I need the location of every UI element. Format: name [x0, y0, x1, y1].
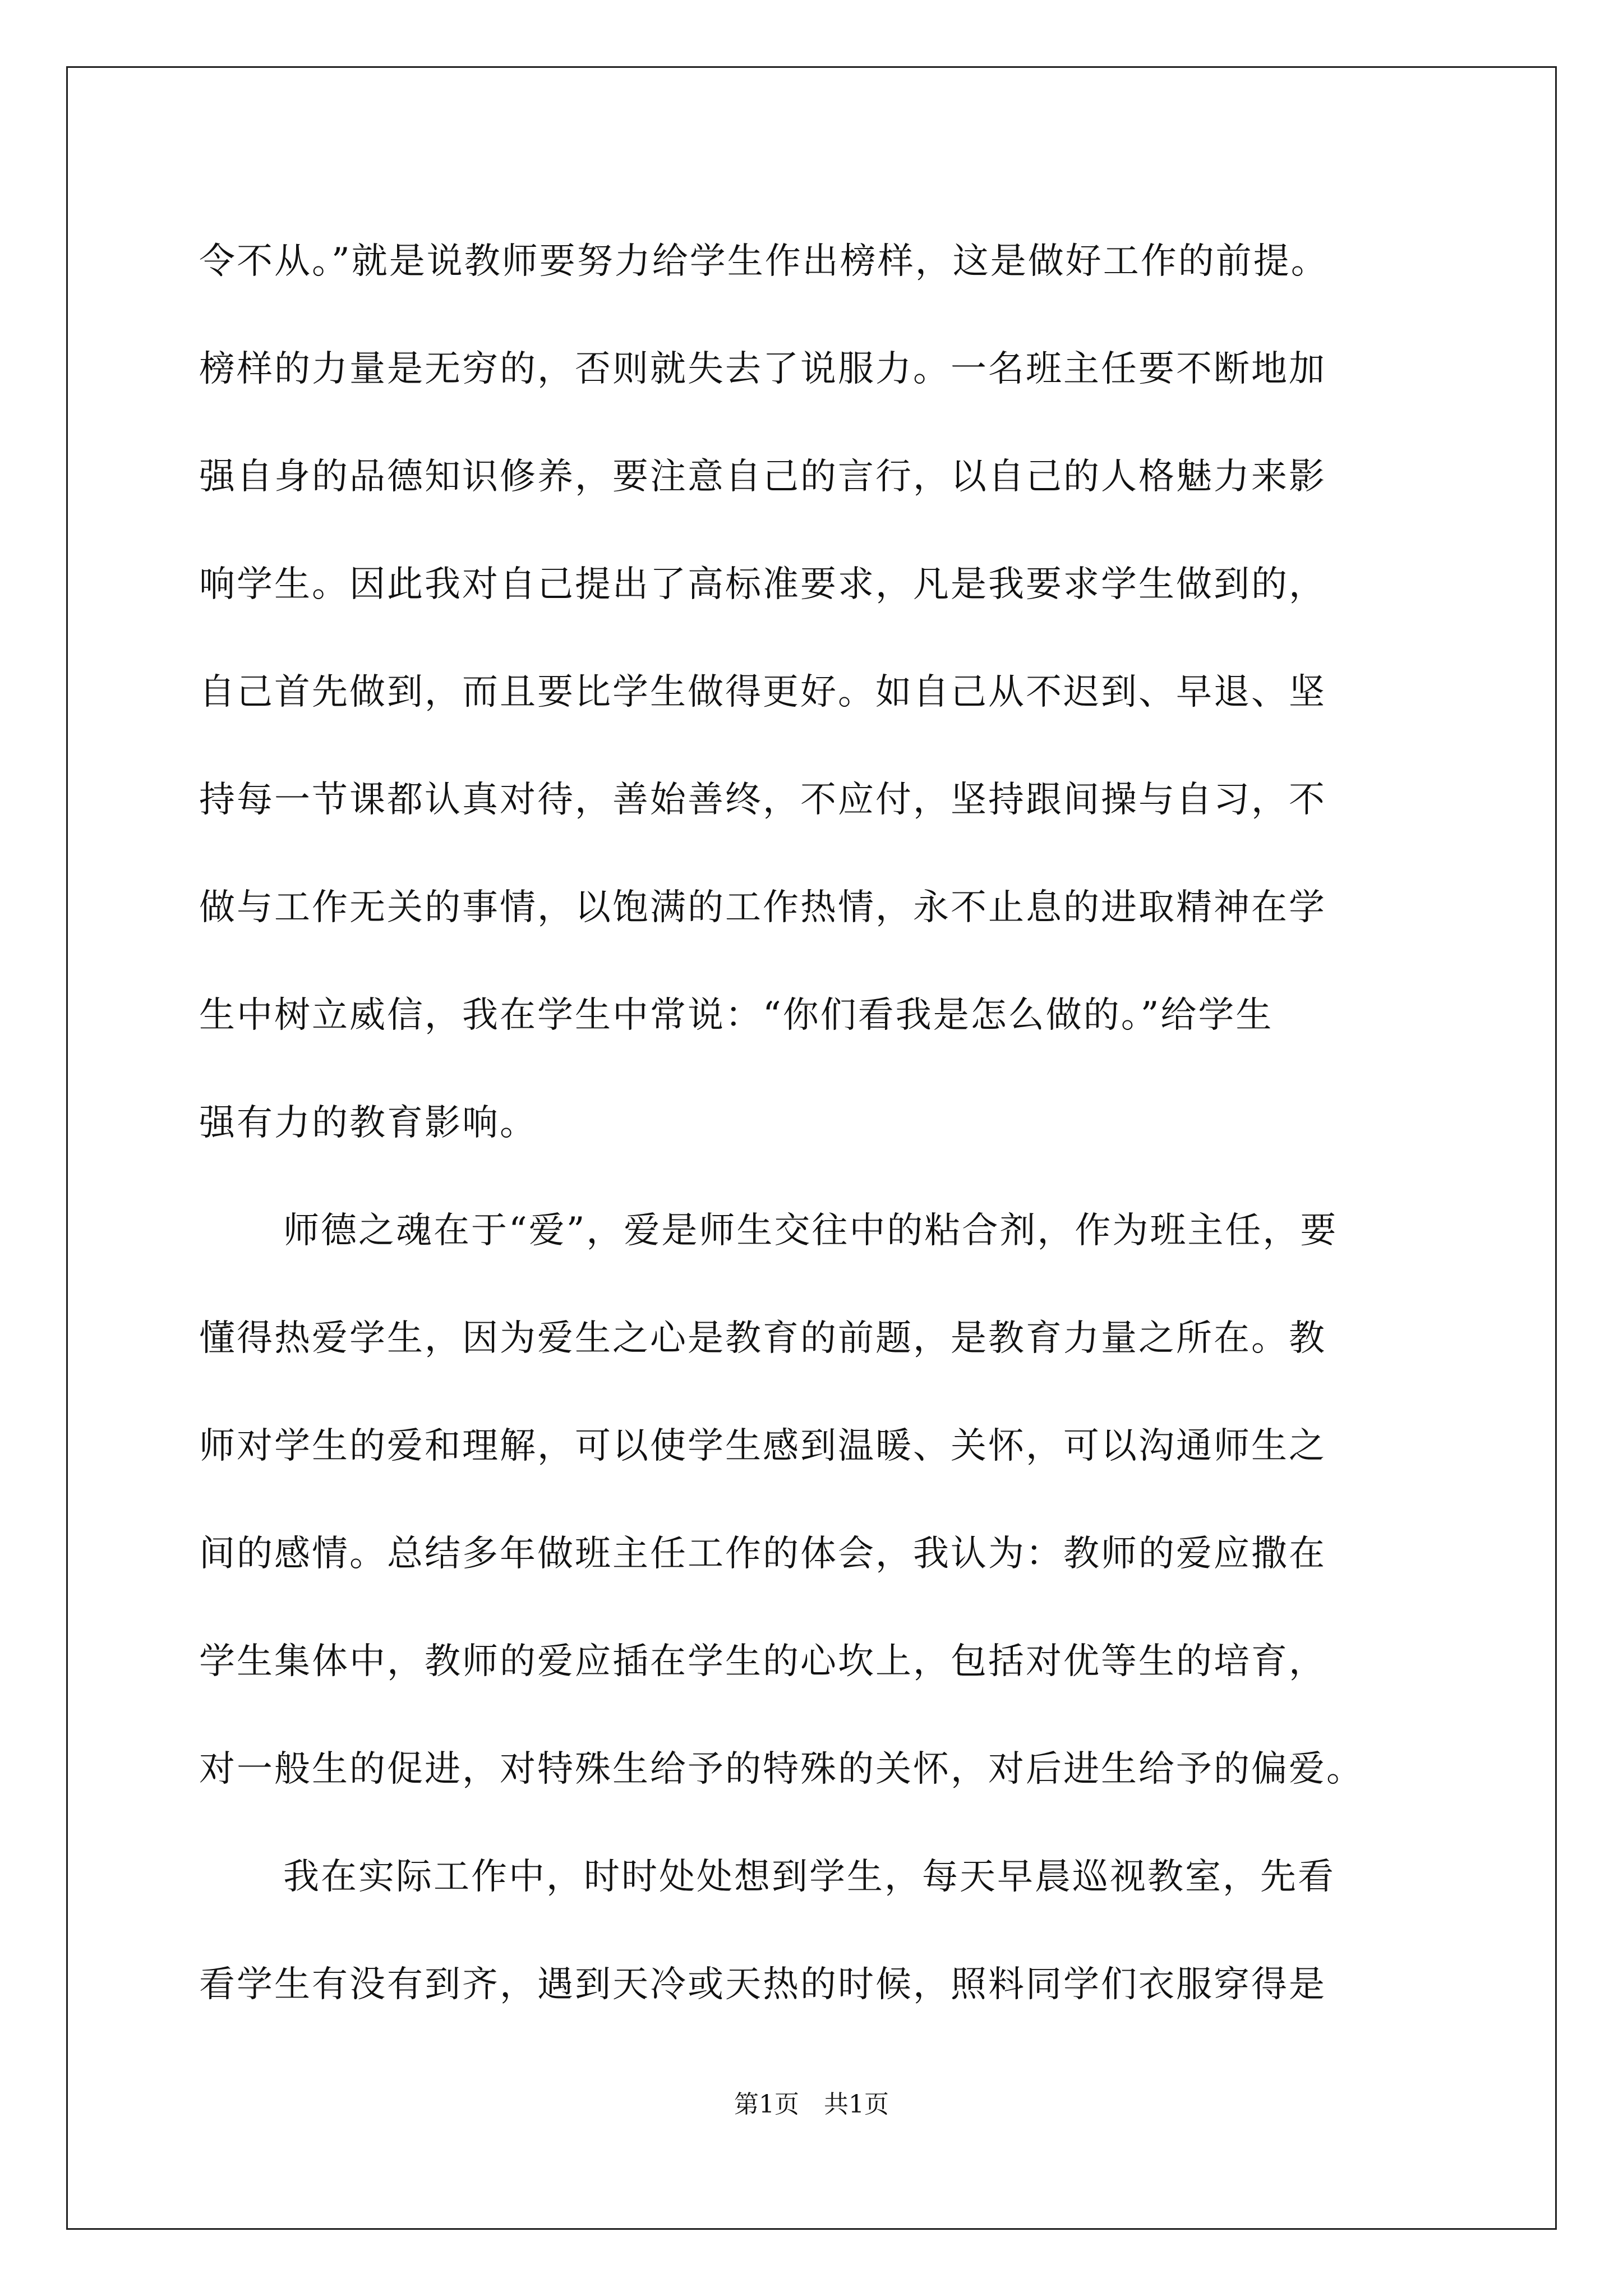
body-line: 对一般生的促进，对特殊生给予的特殊的关怀，对后进生给予的偏爱。 [199, 1749, 1364, 1790]
body-line: 强有力的教育影响。 [199, 1102, 537, 1144]
body-line: 做与工作无关的事情，以饱满的工作热情，永不止息的进取精神在学 [199, 887, 1326, 928]
body-line: 强自身的品德知识修养，要注意自己的言行，以自己的人格魅力来影 [199, 456, 1326, 498]
body-line: 令不从。”就是说教师要努力给学生作出榜样，这是做好工作的前提。 [199, 241, 1329, 282]
document-body [199, 208, 1433, 2039]
body-line: 持每一节课都认真对待，善始善终，不应付，坚持跟间操与自习，不 [199, 779, 1326, 821]
paragraph-first-line: 我在实际工作中，时时处处想到学生，每天早晨巡视教室，先看 [283, 1856, 1335, 1898]
paragraph-first-line: 师德之魂在于“爱”，爱是师生交往中的粘合剂，作为班主任，要 [283, 1210, 1338, 1251]
body-line: 榜样的力量是无穷的，否则就失去了说服力。一名班主任要不断地加 [199, 348, 1326, 390]
body-line: 懂得热爱学生，因为爱生之心是教育的前题，是教育力量之所在。教 [199, 1318, 1326, 1359]
body-line: 生中树立威信，我在学生中常说：“你们看我是怎么做的。”给学生 [199, 995, 1274, 1036]
page-number-footer: 第1页 共1页 [734, 2090, 889, 2119]
body-line: 自己首先做到，而且要比学生做得更好。如自己从不迟到、早退、坚 [199, 671, 1326, 713]
body-line: 师对学生的爱和理解，可以使学生感到温暖、关怀，可以沟通师生之 [199, 1425, 1326, 1467]
body-line: 响学生。因此我对自己提出了高标准要求，凡是我要求学生做到的， [199, 564, 1326, 605]
body-line: 间的感情。总结多年做班主任工作的体会，我认为：教师的爱应撒在 [199, 1533, 1326, 1575]
body-line: 学生集体中，教师的爱应插在学生的心坎上，包括对优等生的培育， [199, 1641, 1326, 1682]
body-line: 看学生有没有到齐，遇到天冷或天热的时候，照料同学们衣服穿得是 [199, 1964, 1326, 2005]
